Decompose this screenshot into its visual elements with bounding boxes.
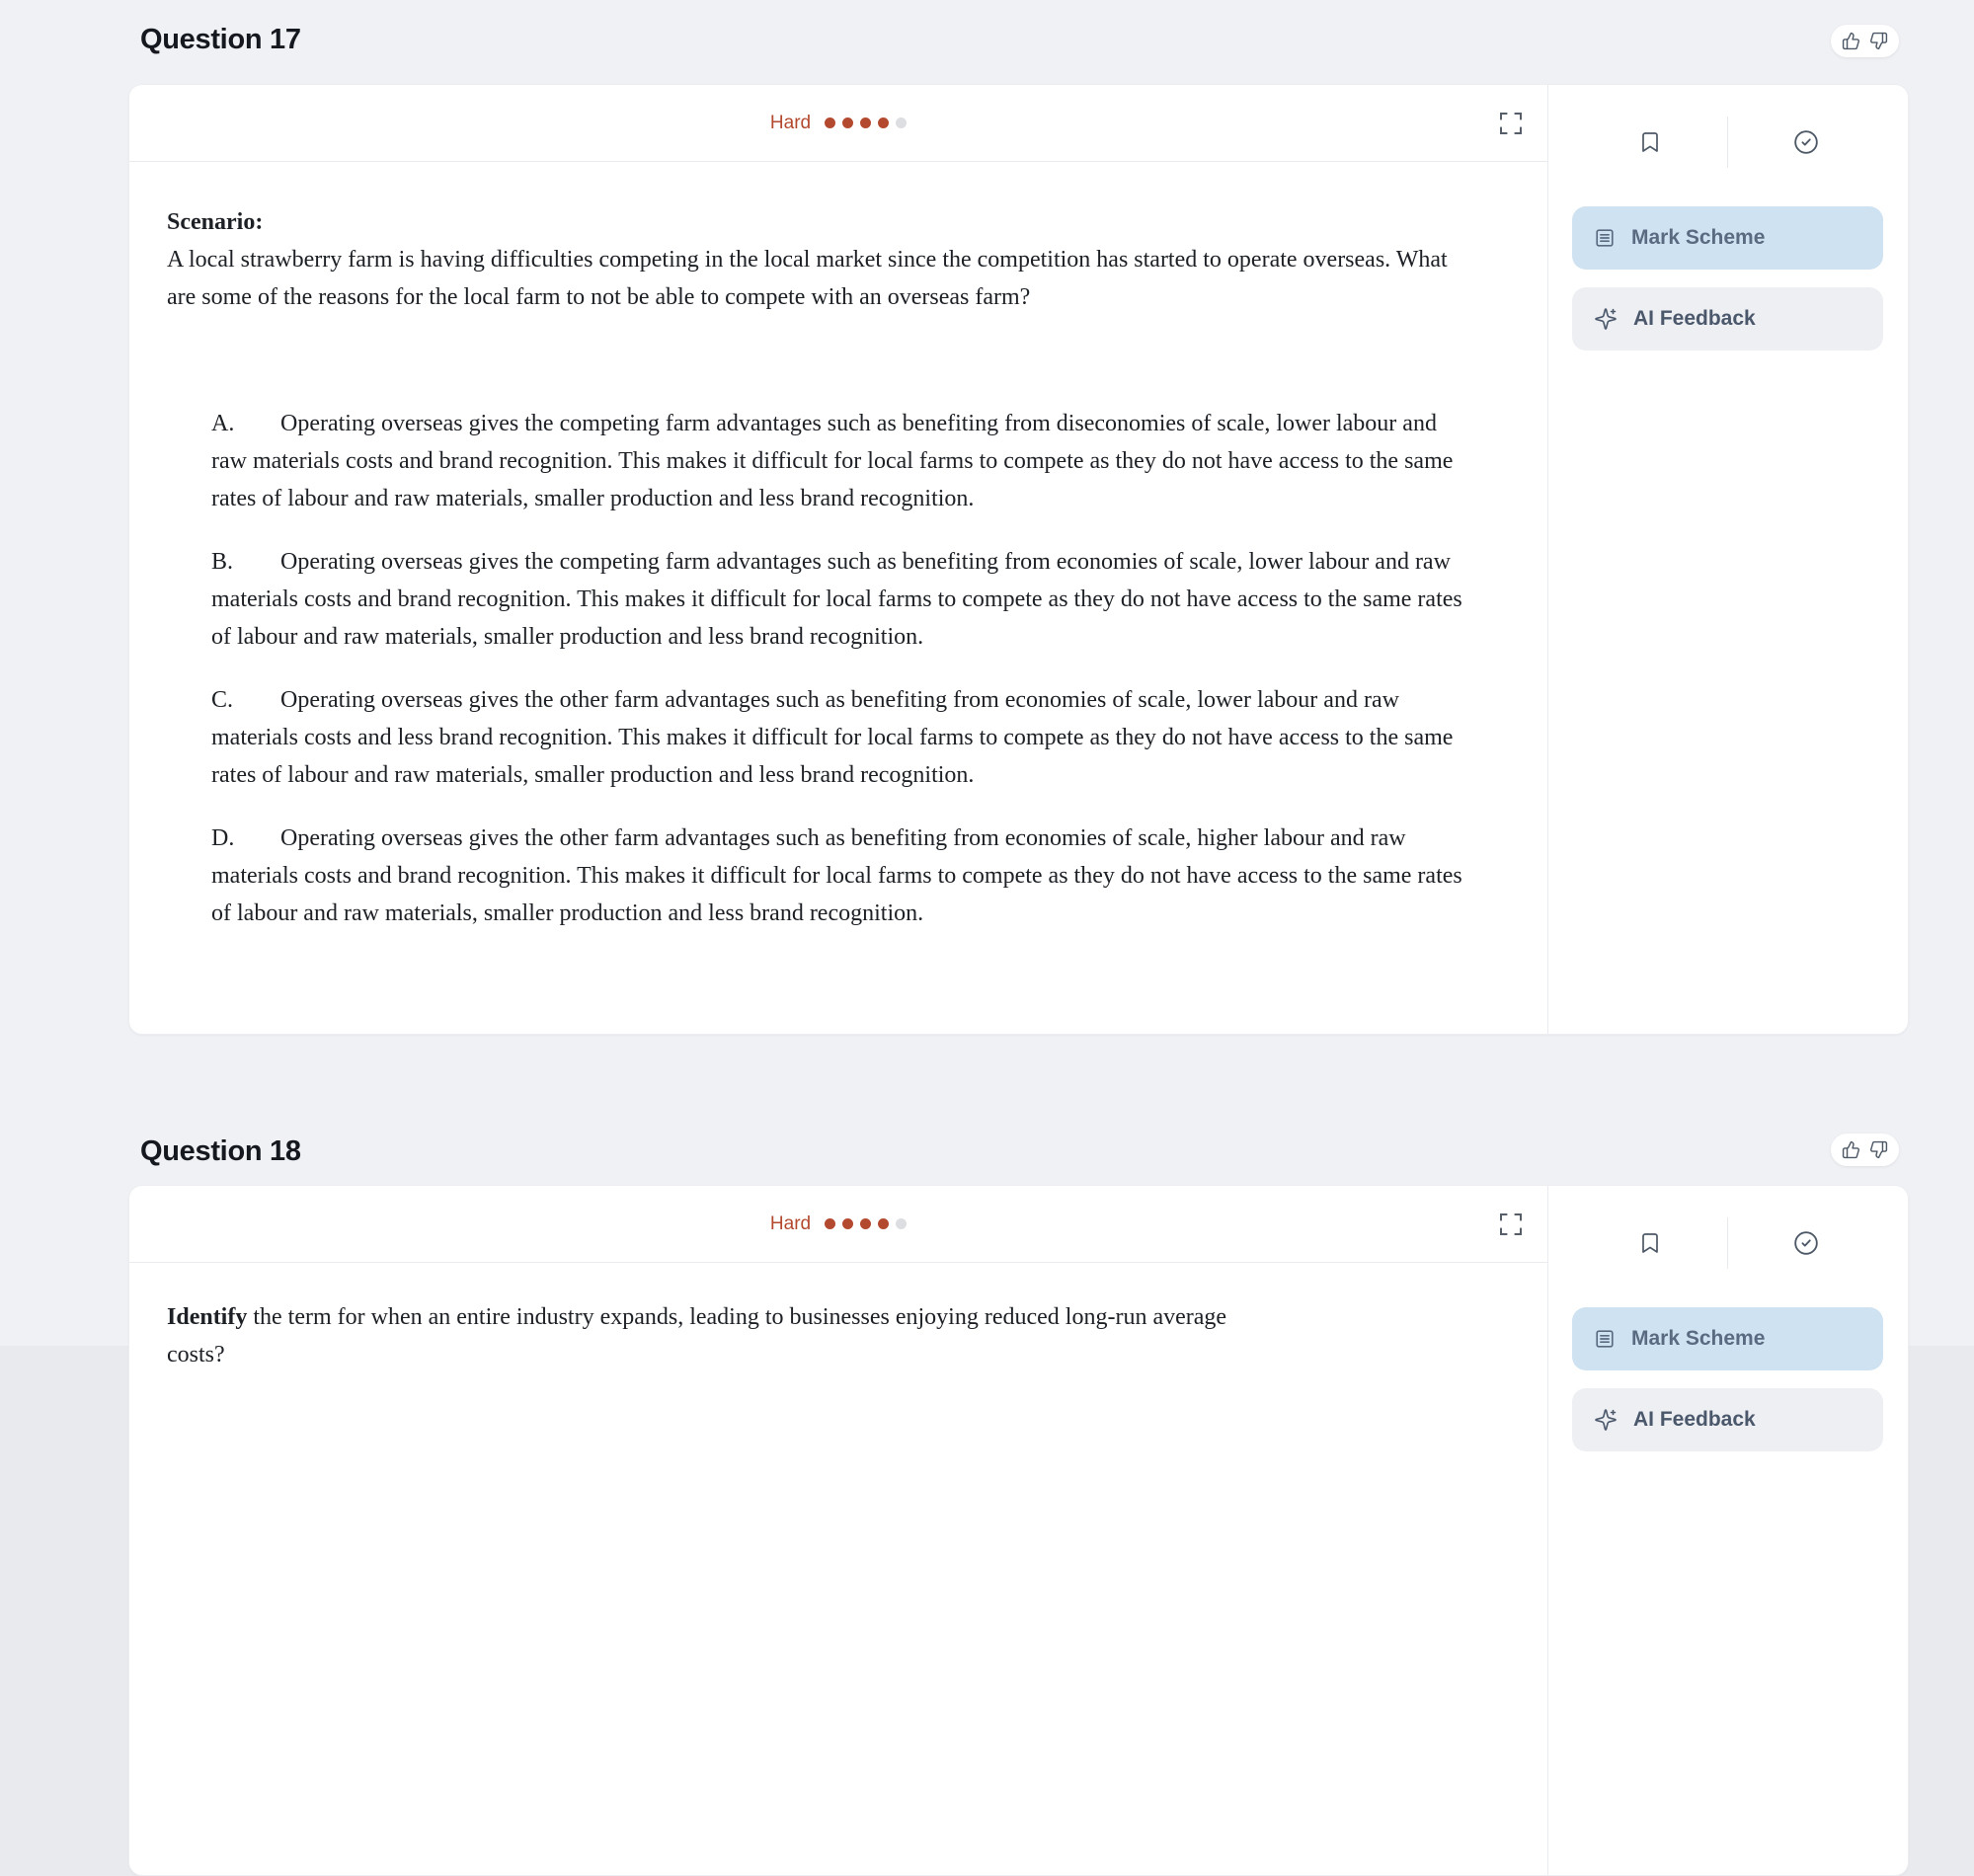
question-18-text-line2: costs? [167,1342,225,1368]
difficulty-dot [860,1218,871,1229]
fullscreen-icon [1496,1210,1526,1239]
question-17-sidebar [1548,85,1908,1034]
question-17-title: Question 17 [140,24,301,55]
scenario-text: A local strawberry farm is having difficulties competing in the local market since the competition has started to operate overseas. What are some of the reasons for the local farm to not be able to compete with an overseas farm? [167,247,1448,310]
thumbs-up-button[interactable] [1842,1140,1860,1159]
difficulty-dot [825,1218,835,1229]
thumbs-down-icon [1869,32,1888,50]
option-c-text: Operating overseas gives the other farm advantages such as benefiting from economies of scale, lower labour and raw materials costs and less brand recognition. This makes it difficult for local farms to compete as they do not have access to the same rates of labour and raw materials, smaller production and less brand recognition. [211,687,1454,788]
question-17-main [129,85,1548,1034]
difficulty-dot [878,1218,889,1229]
question-18-card-header [129,1186,1547,1263]
mark-complete-button[interactable] [1793,129,1819,155]
thumbs-up-icon [1842,32,1860,50]
ai-feedback-button[interactable] [1572,1388,1883,1451]
bookmark-icon [1638,130,1662,154]
question-17-card [128,84,1909,1035]
difficulty-dot [860,117,871,128]
difficulty-dots [825,117,907,128]
mark-scheme-button[interactable] [1572,1307,1883,1370]
option-d[interactable] [211,820,1476,932]
option-a[interactable] [211,405,1476,517]
bookmark-button[interactable] [1638,1231,1662,1255]
fullscreen-button[interactable] [1496,109,1526,138]
sparkles-icon [1594,307,1618,331]
difficulty-indicator [770,1213,907,1235]
bookmark-button[interactable] [1638,130,1662,154]
document-lines-icon [1594,227,1616,249]
ai-feedback-label: AI Feedback [1633,1408,1756,1431]
difficulty-dot [896,1218,907,1229]
fullscreen-icon [1496,109,1526,138]
bookmark-icon [1638,1231,1662,1255]
difficulty-dot [878,117,889,128]
difficulty-dot [842,117,853,128]
check-circle-icon [1793,129,1819,155]
scenario-heading: Scenario: [167,209,264,235]
question-18-main [129,1186,1548,1875]
mark-scheme-button[interactable] [1572,206,1883,270]
mark-scheme-label: Mark Scheme [1631,1327,1766,1350]
sparkles-icon [1594,1408,1618,1432]
difficulty-label: Hard [769,112,812,133]
question-18-text-rest: the term for when an entire industry expands, leading to businesses enjoying reduced long-run average [247,1304,1227,1330]
check-circle-icon [1793,1230,1819,1256]
difficulty-dot [825,117,835,128]
ai-feedback-label: AI Feedback [1633,307,1756,330]
difficulty-dots [825,1218,907,1229]
option-b-label: B. [211,549,234,575]
sidebar-icon-row [1572,1219,1883,1267]
option-c[interactable] [211,681,1476,794]
question-18-command-word: Identify [167,1304,248,1330]
difficulty-label: Hard [769,1212,812,1234]
question-17-feedback-pill [1831,25,1899,57]
mark-complete-button[interactable] [1793,1230,1819,1256]
option-d-label: D. [211,825,235,851]
option-a-text: Operating overseas gives the competing farm advantages such as benefiting from diseconomies of scale, lower labour and raw materials costs and brand recognition. This makes it difficult for local farms to compete as they do not have access to the same rates of labour and raw materials, smaller production and less brand recognition. [211,411,1454,511]
thumbs-down-button[interactable] [1869,1140,1888,1159]
option-b[interactable] [211,543,1476,656]
mark-scheme-label: Mark Scheme [1631,226,1766,249]
options-list [211,405,1476,932]
option-a-label: A. [211,411,235,436]
question-17-card-header [129,85,1547,162]
thumbs-up-icon [1842,1140,1860,1159]
difficulty-dot [896,117,907,128]
question-18-text [167,1298,1476,1336]
ai-feedback-button[interactable] [1572,287,1883,351]
difficulty-indicator [770,113,907,134]
question-18-feedback-pill [1831,1133,1899,1166]
question-18-title: Question 18 [140,1135,301,1167]
fullscreen-button[interactable] [1496,1210,1526,1239]
question-18-card [128,1185,1909,1876]
thumbs-down-button[interactable] [1869,32,1888,50]
difficulty-dot [842,1218,853,1229]
question-17-body [129,162,1547,958]
option-d-text: Operating overseas gives the other farm advantages such as benefiting from economies of scale, higher labour and raw materials costs and brand recognition. This makes it difficult for local farms to compete as they do not have access to the same rates of labour and raw materials, smaller production and less brand recognition. [211,825,1462,926]
thumbs-up-button[interactable] [1842,32,1860,50]
document-lines-icon [1594,1328,1616,1350]
sidebar-buttons [1572,206,1883,351]
question-18-body [129,1263,1547,1373]
option-b-text: Operating overseas gives the competing farm advantages such as benefiting from economies of scale, lower labour and raw materials costs and brand recognition. This makes it difficult for local farms to compete as they do not have access to the same rates of labour and raw materials, smaller production and less brand recognition. [211,549,1462,650]
sidebar-buttons [1572,1307,1883,1451]
thumbs-down-icon [1869,1140,1888,1159]
question-18-sidebar [1548,1186,1908,1875]
option-c-label: C. [211,687,234,713]
sidebar-icon-row [1572,118,1883,166]
